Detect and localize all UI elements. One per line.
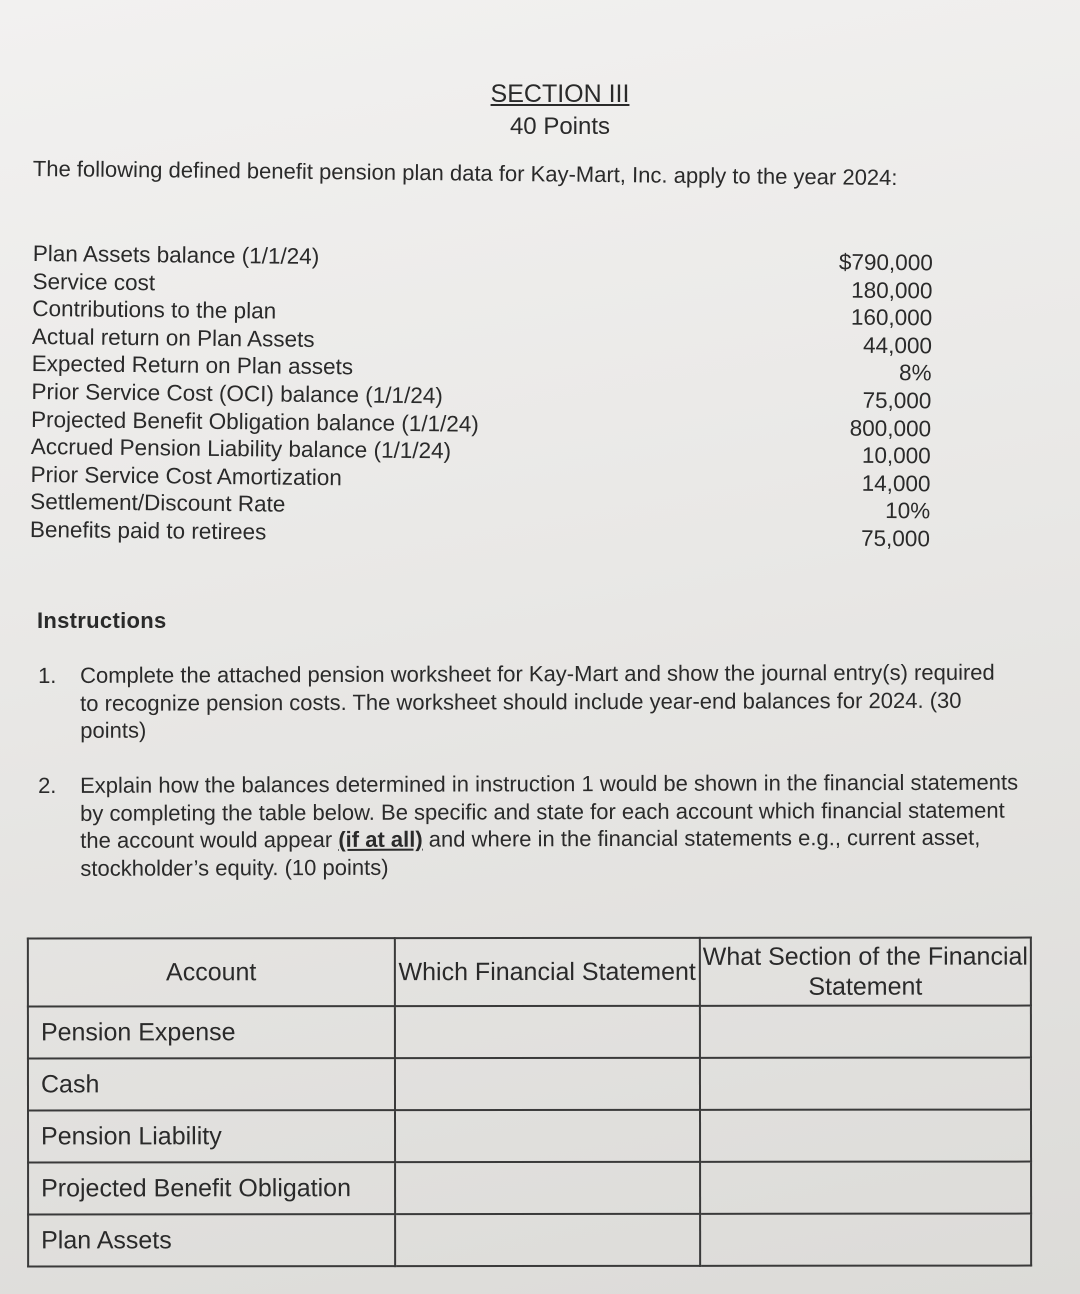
header-statement-section: What Section of the Financial Statement [700,938,1031,1006]
section-cell[interactable] [700,1162,1031,1214]
data-label: Service cost [32,268,156,295]
data-value: 180,000 [851,277,933,304]
instruction-item-2 [38,769,1018,882]
instruction-text [80,769,1018,882]
instruction-text-part: and where in the financial statements e.g., current asset, stockholder’s equity. (10 points) [80,824,981,881]
data-value: 75,000 [860,525,931,552]
data-label: Projected Benefit Obligation balance (1/1/24) [30,406,480,437]
statement-cell[interactable] [395,1110,700,1162]
section-title: SECTION III [490,80,630,108]
section-cell[interactable] [700,1058,1031,1110]
data-label: Prior Service Cost Amortization [30,461,343,490]
data-label: Plan Assets balance (1/1/24) [32,240,320,269]
instruction-item-1 [38,659,1018,745]
statement-cell[interactable] [395,1006,700,1058]
instructions-heading: Instructions [37,608,167,633]
instruction-number: 1. [38,662,57,688]
section-header [0,80,1080,141]
account-cell: Cash [28,1058,395,1110]
data-label: Accrued Pension Liability balance (1/1/24) [30,434,452,464]
data-label: Expected Return on Plan assets [31,351,354,380]
table-row [28,1110,1031,1163]
section-points: 40 Points [509,113,611,140]
accounts-table [27,937,1032,1268]
section-cell[interactable] [700,1110,1031,1162]
data-label: Actual return on Plan Assets [31,323,315,352]
account-cell: Projected Benefit Obligation [28,1162,395,1214]
data-label: Contributions to the plan [32,296,277,324]
table-row [28,1162,1031,1215]
section-cell[interactable] [700,1006,1031,1058]
data-value: 10,000 [861,442,931,469]
account-cell: Pension Liability [28,1110,395,1162]
statement-cell[interactable] [395,1214,700,1266]
data-value: 44,000 [862,332,933,359]
instruction-text: Complete the attached pension worksheet for Kay-Mart and show the journal entry(s) required to recognize pension costs. The worksheet should include year-end balances for 2024. (30 points) [80,659,995,743]
section-cell[interactable] [700,1214,1031,1266]
data-label: Benefits paid to retirees [29,516,267,545]
data-value: 10% [885,498,931,524]
instruction-number: 2. [38,772,57,798]
account-cell: Pension Expense [28,1006,395,1058]
statement-cell[interactable] [395,1058,700,1110]
statement-cell[interactable] [395,1162,700,1214]
data-label: Prior Service Cost (OCI) balance (1/1/24) [31,378,443,409]
table-row [28,1058,1031,1111]
table-header-row [28,938,1031,1007]
intro-paragraph: The following defined benefit pension plan data for Kay-Mart, Inc. apply to the year 2024: [32,156,898,191]
instruction-emphasis: (if at all) [338,826,423,852]
data-value: 14,000 [861,470,931,497]
header-financial-statement: Which Financial Statement [394,938,699,1006]
data-value: 800,000 [849,415,932,441]
data-value: 8% [898,360,932,386]
data-value: 75,000 [862,387,932,414]
data-label: Settlement/Discount Rate [30,489,286,518]
account-cell: Plan Assets [28,1214,395,1266]
pension-data-list [30,240,933,553]
table-row [28,1214,1031,1267]
table-row [28,1006,1031,1059]
instruction-text-part: Explain how the balances determined in instruction 1 would be shown in the financial statements by completing the table below. Be specific and state for each account which financial statement the account would appear [80,769,1019,853]
data-value: $790,000 [838,249,933,276]
data-value: 160,000 [850,304,933,331]
header-account: Account [28,938,395,1006]
